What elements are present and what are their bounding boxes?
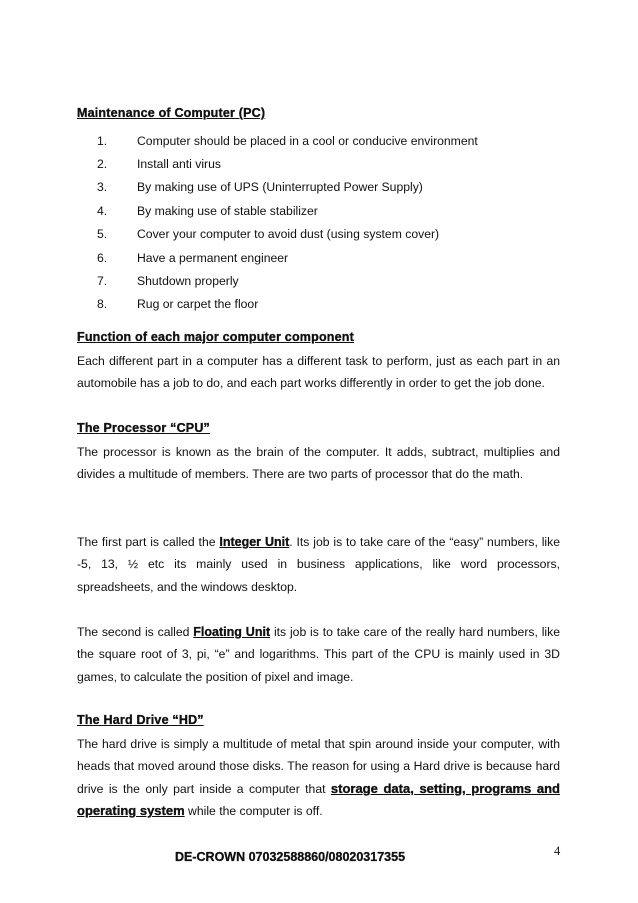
function-paragraph: Each different part in a computer has a different task to perform, just as each part in an automobile has a job to do, and each part works differently in order to get the job done.	[77, 354, 560, 391]
list-item	[77, 152, 560, 175]
function-heading: Function of each major computer component	[77, 330, 354, 344]
processor-paragraph: The processor is known as the brain of the computer. It adds, subtract, multiplies and divides a multitude of members. There are two parts of processor that do the math.	[77, 445, 560, 482]
list-item-text: By making use of UPS (Uninterrupted Power Supply)	[137, 180, 423, 195]
floating-unit-description: its job is to take care of the really hard numbers, like the square root of 3, pi, “e” and logarithms. This part of the CPU is mainly used in 3D games, to calculate the position of pixel and image.	[77, 625, 560, 684]
list-item	[77, 129, 560, 152]
list-item	[77, 293, 560, 316]
maintenance-list	[77, 129, 560, 316]
list-item	[77, 199, 560, 222]
harddrive-paragraph	[77, 733, 560, 823]
harddrive-term: storage data, setting, programs and operating system	[77, 780, 560, 819]
floating-unit-paragraph	[77, 621, 560, 688]
list-item-number: 3.	[97, 180, 108, 195]
list-item-number: 8.	[97, 297, 108, 312]
page-number: 4	[554, 844, 561, 858]
list-item-number: 6.	[97, 250, 108, 265]
harddrive-heading: The Hard Drive “HD”	[77, 713, 204, 727]
integer-unit-term: Integer Unit	[219, 535, 290, 549]
list-item-number: 5.	[97, 227, 108, 242]
list-item-text: Install anti virus	[137, 157, 221, 172]
list-item-text: Have a permanent engineer	[137, 250, 289, 265]
harddrive-outro: while the computer is off.	[184, 804, 323, 819]
integer-unit-paragraph	[77, 531, 560, 598]
list-item-text: Rug or carpet the floor	[137, 297, 259, 312]
list-item-text: Cover your computer to avoid dust (using system cover)	[137, 227, 440, 242]
list-item	[77, 269, 560, 292]
integer-unit-description: . Its job is to take care of the “easy” numbers, like -5, 13, ½ etc its mainly used in business applications, like word processors, spreadsheets, and the windows desktop.	[77, 535, 561, 594]
list-item-number: 7.	[97, 274, 108, 289]
list-item-text: Computer should be placed in a cool or conducive environment	[137, 133, 478, 148]
floating-unit-term: Floating Unit	[193, 625, 271, 639]
harddrive-intro: The hard drive is simply a multitude of metal that spin around inside your computer, with heads that moved around those disks. The reason for using a Hard drive is because hard drive is the only part inside a computer that	[77, 737, 560, 796]
list-item-number: 2.	[97, 157, 108, 172]
list-item-number: 4.	[97, 203, 108, 218]
list-item	[77, 246, 560, 269]
list-item-number: 1.	[97, 133, 108, 148]
list-item	[77, 176, 560, 199]
integer-unit-intro: The first part is called the	[77, 535, 220, 549]
list-item-text: Shutdown properly	[137, 274, 239, 289]
footer-contact: DE-CROWN 07032588860/08020317355	[175, 850, 406, 864]
list-item	[77, 223, 560, 246]
processor-heading: The Processor “CPU”	[77, 421, 211, 435]
list-item-text: By making use of stable stabilizer	[137, 203, 318, 218]
maintenance-heading: Maintenance of Computer (PC)	[77, 106, 266, 120]
floating-unit-intro: The second is called	[77, 625, 194, 639]
